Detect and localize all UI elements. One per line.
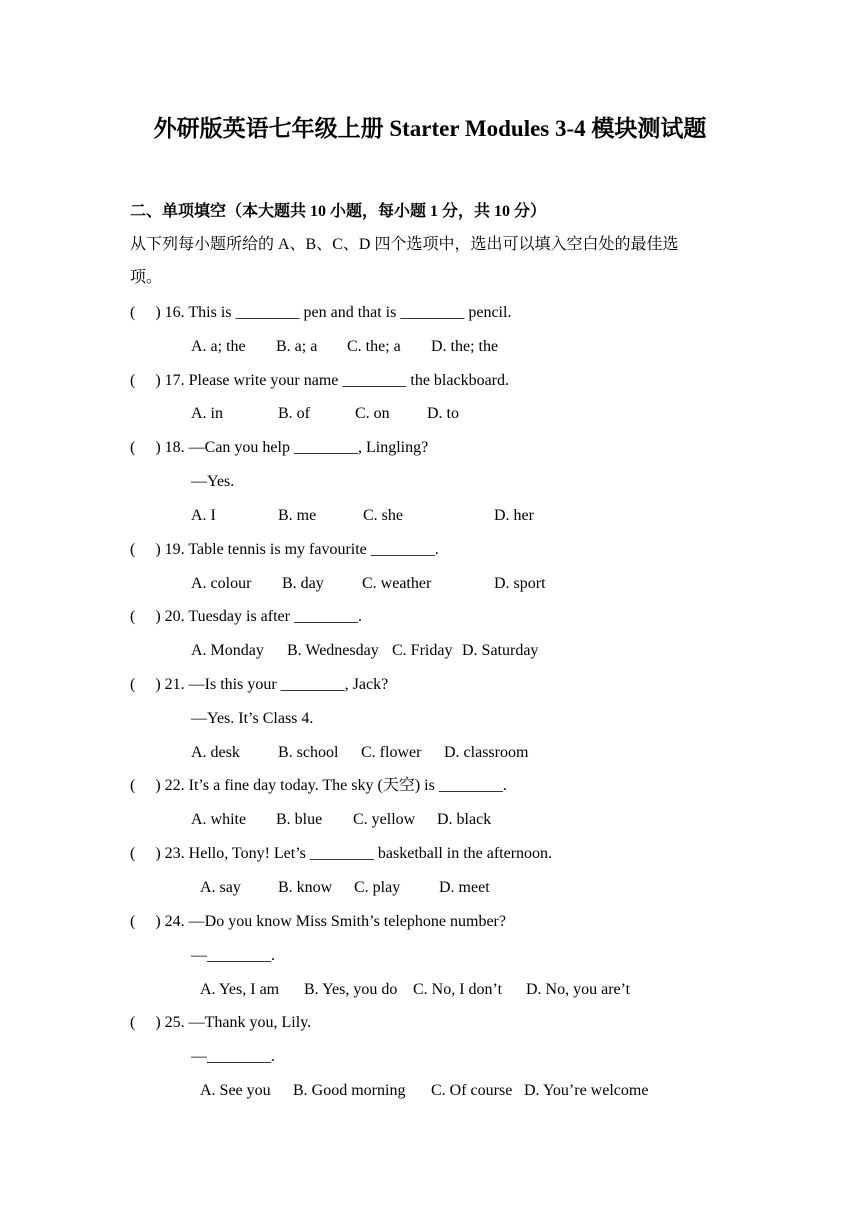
q23-option-c: C. play [354,879,401,896]
question-18-stem: ( ) 18. —Can you help ________, Lingling? [130,439,429,456]
q23-option-a: A. say [200,879,241,896]
q17-option-a: A. in [191,405,223,422]
question-22-stem: ( ) 22. It’s a fine day today. The sky (天空) is ________. [130,777,507,794]
q22-option-b: B. blue [276,811,323,828]
q20-option-b: B. Wednesday [287,642,379,659]
q17-option-b: B. of [278,405,310,422]
question-21-stem: ( ) 21. —Is this your ________, Jack? [130,676,389,693]
q16-option-d: D. the; the [431,338,499,355]
q25-option-d: D. You’re welcome [524,1082,649,1099]
question-24-stem: ( ) 24. —Do you know Miss Smith’s telephone number? [130,913,506,930]
question-25-stem: ( ) 25. —Thank you, Lily. [130,1014,312,1031]
q18-option-c: C. she [363,507,403,524]
section-instruction: 从下列每小题所给的 A、B、C、D 四个选项中，选出可以填入空白处的最佳选 [130,236,679,253]
q19-option-d: D. sport [494,575,546,592]
section-instruction-cont: 项。 [130,269,163,286]
question-21-reply: —Yes. It’s Class 4. [191,710,314,727]
question-18-reply: —Yes. [191,473,235,490]
q23-option-d: D. meet [439,879,490,896]
q24-option-c: C. No, I don’t [413,981,503,998]
q16-option-c: C. the; a [347,338,401,355]
q18-option-a: A. I [191,507,216,524]
q25-option-a: A. See you [200,1082,271,1099]
q22-option-c: C. yellow [353,811,416,828]
q19-option-c: C. weather [362,575,432,592]
q22-option-a: A. white [191,811,247,828]
question-16-stem: ( ) 16. This is ________ pen and that is ________ pencil. [130,304,512,321]
q18-option-d: D. her [494,507,534,524]
question-24-reply: —________. [191,947,275,964]
q20-option-d: D. Saturday [462,642,539,659]
question-17-stem: ( ) 17. Please write your name ________ the blackboard. [130,372,510,389]
question-23-stem: ( ) 23. Hello, Tony! Let’s ________ basketball in the afternoon. [130,845,553,862]
q19-option-a: A. colour [191,575,252,592]
q16-option-a: A. a; the [191,338,246,355]
q24-option-d: D. No, you are’t [526,981,631,998]
q21-option-d: D. classroom [444,744,529,761]
q21-option-a: A. desk [191,744,240,761]
page-title: 外研版英语七年级上册 Starter Modules 3-4 模块测试题 [153,116,707,141]
q21-option-c: C. flower [361,744,422,761]
question-20-stem: ( ) 20. Tuesday is after ________. [130,608,362,625]
q16-option-b: B. a; a [276,338,318,355]
q17-option-c: C. on [355,405,390,422]
question-25-reply: —________. [191,1048,275,1065]
q20-option-a: A. Monday [191,642,264,659]
q19-option-b: B. day [282,575,324,592]
q25-option-b: B. Good morning [293,1082,406,1099]
q20-option-c: C. Friday [392,642,453,659]
q22-option-d: D. black [437,811,492,828]
section-heading: 二、单项填空（本大题共 10 小题，每小题 1 分，共 10 分） [130,203,547,220]
q17-option-d: D. to [427,405,459,422]
q23-option-b: B. know [278,879,333,896]
q21-option-b: B. school [278,744,339,761]
q24-option-a: A. Yes, I am [200,981,280,998]
q25-option-c: C. Of course [431,1082,513,1099]
question-19-stem: ( ) 19. Table tennis is my favourite ________. [130,541,439,558]
q24-option-b: B. Yes, you do [304,981,398,998]
q18-option-b: B. me [278,507,317,524]
